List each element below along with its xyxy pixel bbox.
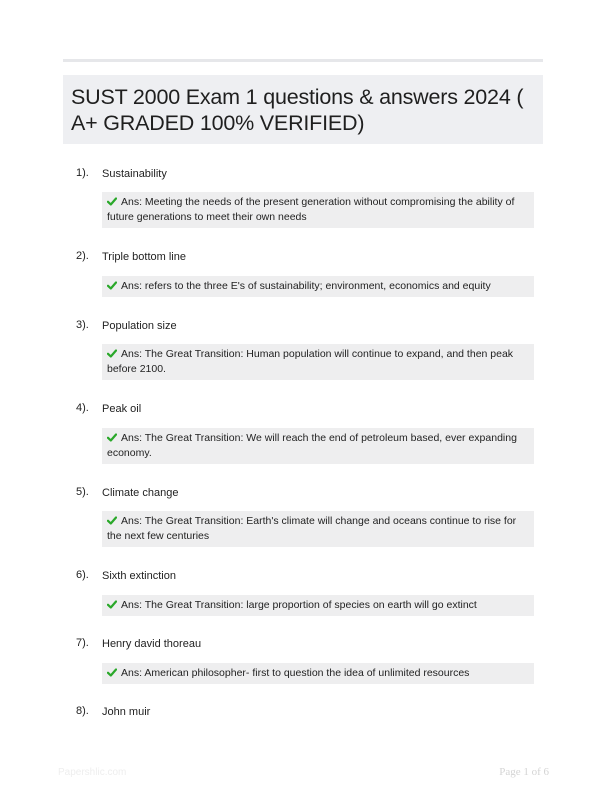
question-number: 3). — [76, 319, 89, 331]
question-number: 6). — [76, 569, 89, 581]
question-number: 5). — [76, 486, 89, 498]
check-icon — [107, 668, 117, 677]
question-number: 2). — [76, 250, 89, 262]
page-indicator: Page 1 of 6 — [499, 766, 549, 778]
answer-box — [102, 595, 534, 616]
question-number: 7). — [76, 637, 89, 649]
check-icon — [107, 433, 117, 442]
question-term: Peak oil — [102, 403, 142, 415]
question-term: Population size — [102, 320, 177, 332]
question-term: Henry david thoreau — [102, 638, 202, 650]
question-term: Sustainability — [102, 168, 167, 180]
check-icon — [107, 197, 117, 206]
answer-box — [102, 276, 534, 297]
check-icon — [107, 349, 117, 358]
question-term: Sixth extinction — [102, 570, 176, 582]
question-number: 1). — [76, 167, 89, 179]
footer-watermark: Papershlic.com — [58, 767, 127, 778]
answer-box — [102, 428, 534, 464]
answer-box — [102, 511, 534, 547]
question-term: Triple bottom line — [102, 251, 186, 263]
top-divider — [63, 59, 543, 62]
answer-box — [102, 663, 534, 684]
answer-box — [102, 192, 534, 228]
answer-text: Ans: Meeting the needs of the present generation without compromising the ability of future generations to meet their own needs — [107, 196, 515, 223]
question-number: 4). — [76, 402, 89, 414]
answer-text: Ans: The Great Transition: We will reach the end of petroleum based, ever expanding economy. — [107, 432, 517, 459]
answer-text: Ans: refers to the three E's of sustainability; environment, economics and equity — [121, 280, 491, 292]
check-icon — [107, 516, 117, 525]
question-term: John muir — [102, 706, 151, 718]
answer-text: Ans: The Great Transition: Earth's climate will change and oceans continue to rise for the next few centuries — [107, 515, 517, 542]
answer-text: Ans: The Great Transition: Human population will continue to expand, and then peak before 2100. — [107, 348, 514, 375]
answer-text: Ans: The Great Transition: large proportion of species on earth will go extinct — [121, 599, 477, 611]
check-icon — [107, 600, 117, 609]
answer-box — [102, 344, 534, 380]
check-icon — [107, 281, 117, 290]
title-banner — [63, 75, 543, 144]
page-title: SUST 2000 Exam 1 questions & answers 2024 ( A+ GRADED 100% VERIFIED) — [71, 85, 524, 135]
question-term: Climate change — [102, 487, 179, 499]
question-number: 8). — [76, 705, 89, 717]
answer-text: Ans: American philosopher- first to question the idea of unlimited resources — [121, 667, 470, 679]
